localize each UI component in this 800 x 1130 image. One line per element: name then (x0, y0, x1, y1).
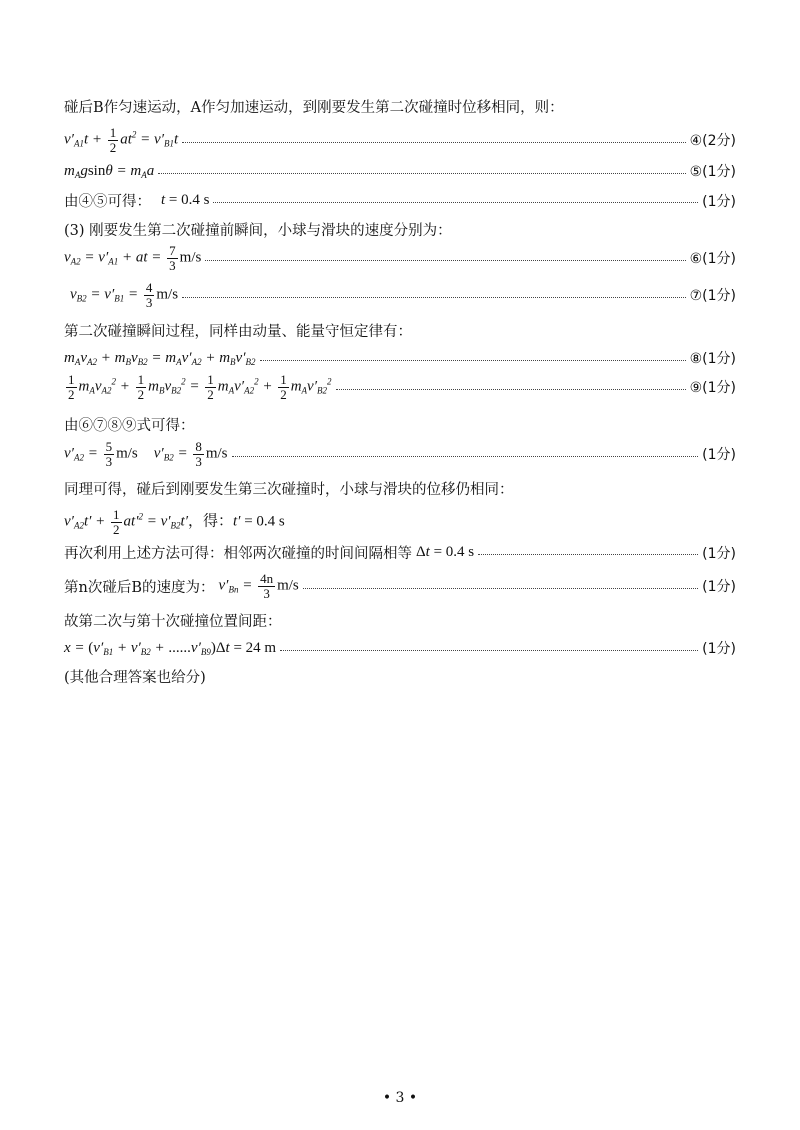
dot-leader (303, 588, 698, 589)
dot-leader (182, 142, 685, 143)
line-3 (64, 161, 736, 181)
dot-leader (158, 173, 685, 174)
score-mark: ⑨(1分) (689, 380, 736, 397)
score-mark: (1分) (702, 641, 736, 657)
line-13 (64, 478, 736, 499)
line-17-text: 故第二次与第十次碰撞位置间距： (64, 614, 282, 630)
dot-leader (336, 389, 686, 390)
line-11-text: 由⑥⑦⑧⑨式可得： (64, 418, 195, 434)
line-8 (64, 320, 736, 341)
line-19 (64, 666, 736, 687)
line-13-text: 同理可得，碰后到刚要发生第三次碰撞时，小球与滑块的位移仍相同： (64, 482, 514, 498)
line-19-text: (其他合理答案也给分) (64, 670, 206, 686)
line-1-text: 碰后B作匀速运动，A作匀加速运动，到刚要发生第二次碰撞时位移相同，则： (64, 100, 564, 116)
formula-third-collision: $v'_{A2}t'$ + $\frac{1}{2}$ $at'^2 = v'_{B2}t'$，得：t′ = 0.4 s (64, 507, 285, 537)
score-mark: (1分) (702, 447, 736, 464)
score-mark: ⑧(1分) (689, 351, 736, 367)
line-6 (64, 244, 736, 272)
line-5 (64, 219, 736, 240)
result-t: t = 0.4 s (161, 192, 210, 208)
formula-7: $v_{B2} = v'_{B1}$ = $\frac{4}{3}$ m/s (70, 280, 179, 310)
dot-leader (205, 260, 685, 261)
line-14 (64, 508, 736, 536)
score-mark: ④(2分) (689, 133, 736, 150)
dot-leader (280, 650, 698, 651)
score-mark: (1分) (702, 579, 736, 596)
line-9 (64, 348, 736, 368)
score-mark: ⑦(1分) (689, 288, 736, 305)
formula-5: $m_Agsin\theta = m_Aa$ (64, 162, 155, 180)
line-8-text: 第二次碰撞瞬间过程，同样由动量、能量守恒定律有： (64, 324, 412, 340)
line-7 (64, 281, 736, 309)
dot-leader (232, 456, 699, 457)
line-15-text: 再次利用上述方法可得：相邻两次碰撞的时间间隔相等 (64, 546, 412, 562)
result-velocities: $v'_{A2}$ = $\frac{5}{3}$ m/s $v'_{B2}$ = $\frac{8}{3}$ m/s (64, 439, 228, 469)
line-12 (64, 440, 736, 468)
score-mark: ⑥(1分) (689, 251, 736, 268)
result-dt: Δt = 0.4 s (416, 544, 475, 560)
dot-leader (478, 554, 698, 555)
line-18 (64, 638, 736, 658)
line-1 (64, 96, 736, 117)
line-11 (64, 414, 736, 435)
formula-distance: $x = (v'_{B1} + v'_{B2} + ......v'_{B9})\Delta t = 24$ m (64, 639, 277, 657)
dot-leader (260, 360, 686, 361)
formula-4: $v'_{A1}t$ + $\frac{1}{2}$ $at^2 = v'_{B1}t$ (64, 125, 179, 155)
line-16 (64, 572, 736, 600)
dot-leader (213, 202, 698, 203)
formula-8: $m_Av_{A2} + m_Bv_{B2} = m_Av'_{A2} + m_Bv'_{B2}$ (64, 349, 256, 367)
formula-nth-velocity: $v'_{Bn}$ = $\frac{4n}{3}$ m/s (218, 571, 299, 601)
formula-6: $v_{A2} = v'_{A1}$ + at = $\frac{7}{3}$ m/s (64, 243, 202, 273)
page-number: • 3 • (382, 1090, 418, 1106)
line-4 (64, 190, 736, 211)
score-mark: (1分) (702, 545, 736, 562)
dot-leader (182, 297, 686, 298)
formula-9: $\frac{1}{2}$ $m_Av_{A2}^2$ + $\frac{1}{2}$ $m_Bv_{B2}^2$ = $\frac{1}{2}$ $m_Av'_{A2}^2$ + $\frac{1}{2}$ $m_Av'_{B2}^2$ (68, 372, 332, 402)
score-mark: (1分) (702, 193, 736, 210)
line-16-text: 第n次碰后B的速度为： (64, 579, 215, 596)
score-mark: ⑤(1分) (689, 164, 736, 180)
line-2 (64, 126, 736, 154)
line-17 (64, 610, 736, 631)
line-10 (64, 373, 736, 401)
line-5-text: (3) 刚要发生第二次碰撞前瞬间，小球与滑块的速度分别为： (64, 223, 452, 239)
line-15 (64, 542, 736, 563)
line-4-text: 由④⑤可得： (64, 194, 151, 210)
